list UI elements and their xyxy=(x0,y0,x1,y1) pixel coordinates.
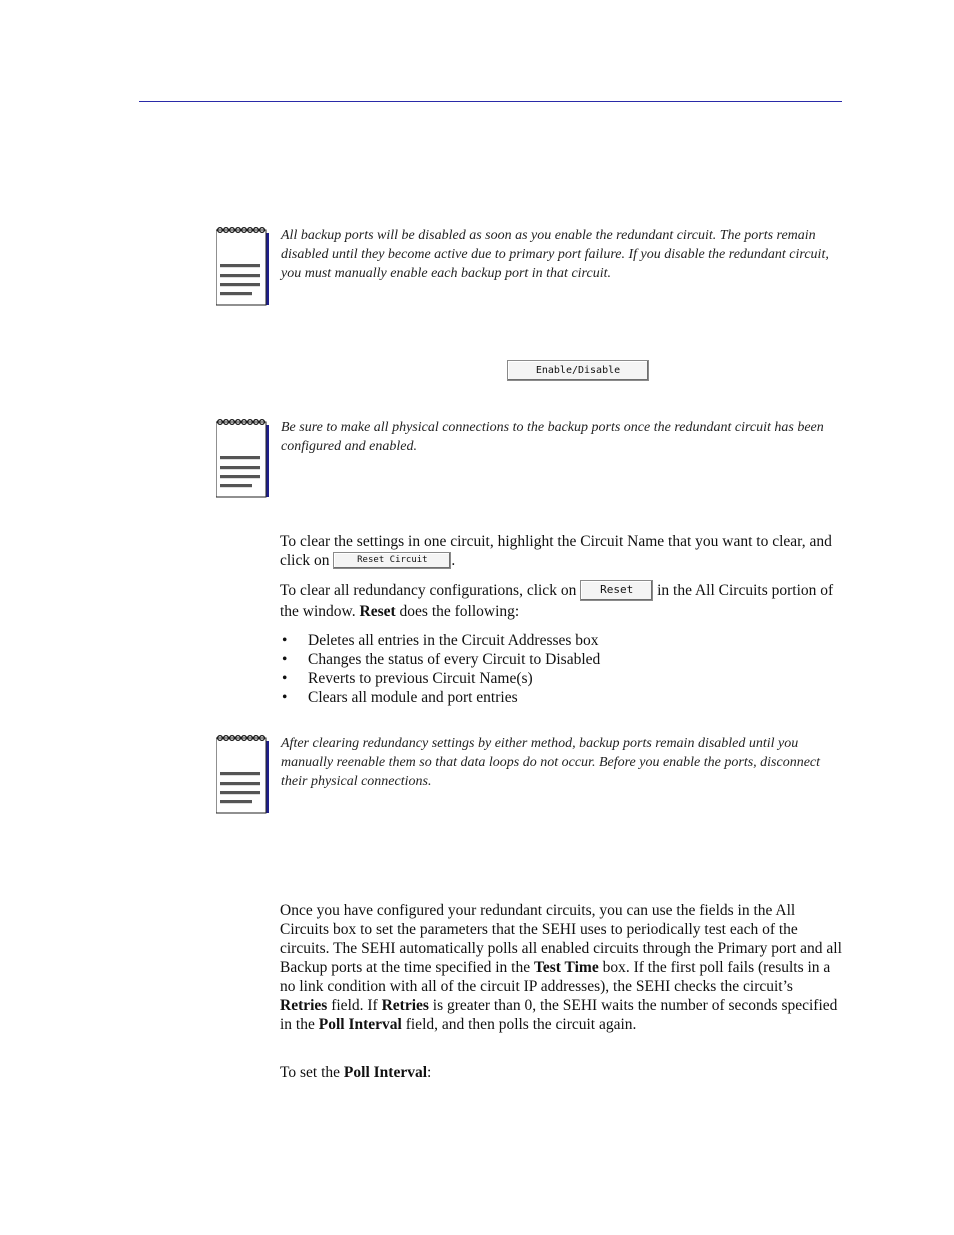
note-pad-icon xyxy=(216,226,272,306)
poll-interval-bold: Poll Interval xyxy=(343,1064,428,1081)
list-item: • Deletes all entries in the Circuit Addresses box xyxy=(280,631,840,650)
reset-button[interactable]: Reset xyxy=(580,580,653,601)
poll-text: Once you have configured your redundant circuits, you can use the fields in the All Circuits box to set the parameters that the SEHI uses to periodically test each of the circuits. The SEHI automatically polls all enabled circuits through the Primary port and all Backup ports at the time specified in the xyxy=(280,902,842,976)
clear-one-paragraph xyxy=(280,532,842,570)
clear-one-period: . xyxy=(451,552,456,569)
poll-interval-bold: Poll Interval xyxy=(318,1016,402,1033)
set-poll-colon: : xyxy=(427,1064,432,1081)
clear-all-text: To clear all redundancy configurations, click on xyxy=(280,582,581,600)
reset-effects-list xyxy=(280,631,840,707)
note-text: After clearing redundancy settings by either method, backup ports remain disabled until you manually reenable them so that data loops do not occur. Before you enable the ports, disconnect their physical connections. xyxy=(281,736,821,789)
note-block xyxy=(216,734,836,816)
poll-paragraph xyxy=(280,901,842,1034)
reset-bold-label: Reset xyxy=(359,603,396,620)
list-item: • Changes the status of every Circuit to Disabled xyxy=(280,650,840,669)
note-block xyxy=(216,226,836,308)
set-poll-paragraph xyxy=(280,1063,842,1082)
poll-text: field. If xyxy=(327,997,382,1014)
set-poll-text: To set the xyxy=(280,1064,344,1081)
header-rule xyxy=(139,101,842,102)
list-item: • Reverts to previous Circuit Name(s) xyxy=(280,669,840,688)
note-block xyxy=(216,418,836,500)
retries-bold: Retries xyxy=(280,997,328,1014)
retries-bold: Retries xyxy=(381,997,429,1014)
clear-one-text: To clear the settings in one circuit, highlight the Circuit Name that you want to clear, and click on xyxy=(280,533,832,569)
list-item: • Clears all module and port entries xyxy=(280,688,840,707)
reset-circuit-button[interactable]: Reset Circuit xyxy=(333,552,451,569)
poll-text: box. If the first poll fails (results in a no link condition with all of the circuit IP addresses), the SEHI checks the circuit’s xyxy=(280,959,831,995)
note-text: All backup ports will be disabled as soon as you enable the redundant circuit. The ports remain disabled until they become active due to primary port failure. If you disable the redundant circuit, you must manually enable each backup port in that circuit. xyxy=(281,228,829,281)
note-pad-icon xyxy=(216,418,272,498)
note-text: Be sure to make all physical connections to the backup ports once the redundant circuit has been configured and enabled. xyxy=(281,420,824,454)
enable-disable-button[interactable]: Enable/Disable xyxy=(507,360,649,381)
poll-text: is greater than 0, the SEHI waits the number of seconds specified in the xyxy=(280,997,838,1033)
test-time-bold: Test Time xyxy=(533,959,599,976)
clear-all-tail: does the following: xyxy=(395,603,520,620)
note-pad-icon xyxy=(216,734,272,814)
clear-all-paragraph xyxy=(280,581,842,621)
poll-text: field, and then polls the circuit again. xyxy=(401,1016,637,1033)
clear-all-middle: in the All Circuits portion of the window. xyxy=(280,582,834,620)
